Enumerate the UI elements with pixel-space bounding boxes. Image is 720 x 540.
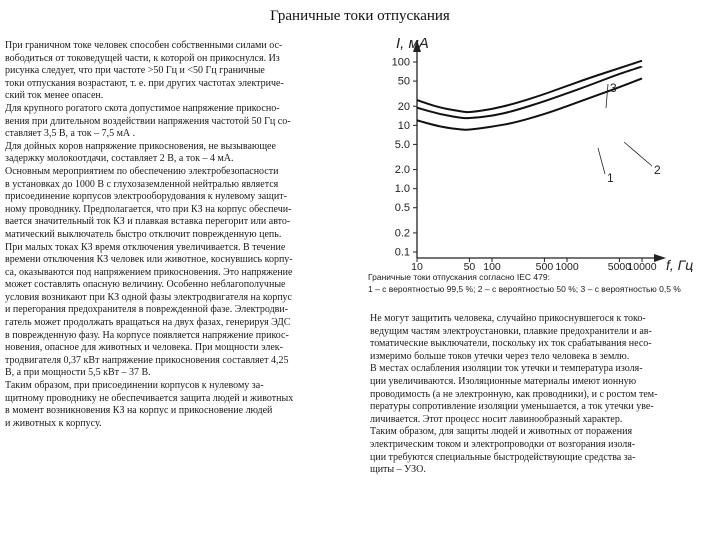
paragraph-line: присоединение корпусов электрооборудования к нулевому защит-	[5, 191, 287, 203]
right-text-column	[370, 313, 715, 477]
paragraph-line: в поврежденную фазу. На корпусе появляется напряжение прикос-	[5, 329, 289, 341]
paragraph-line: задержку молокоотдачи, составляет 2 В, а ток – 4 мА.	[5, 153, 234, 165]
paragraph-line: са, оказываются под напряжением прикосновения. Это напряжение	[5, 266, 293, 278]
paragraph-line: может составлять опасную величину. Особенно неблагополучные	[5, 279, 286, 291]
paragraph-line: вения при длительном воздействии напряжения частотой 50 Гц со-	[5, 115, 291, 127]
paragraph-line: Не могут защитить человека, случайно прикоснувшегося к токо-	[370, 313, 646, 324]
paragraph-line: щиты – УЗО.	[370, 464, 426, 476]
paragraph-line: вается значительный ток КЗ и плавкая вставка перегорит или авто-	[5, 216, 291, 228]
y-tick-label: 1.0	[394, 183, 410, 196]
y-tick-label: 10	[397, 119, 410, 132]
paragraph-line: При малых токах КЗ время отключения увеличивается. В течение	[5, 241, 286, 253]
paragraph-line: При граничном токе человек способен собственными силами ос-	[5, 40, 283, 51]
figure-caption	[368, 272, 718, 295]
paragraph-line: томатические выключатели, поскольку их ток срабатывания несо-	[370, 338, 652, 350]
y-tick-label: 2.0	[394, 164, 410, 177]
paragraph-line: рисунка следует, что при частоте >50 Гц и <50 Гц граничные	[5, 65, 265, 77]
series-2-leader	[624, 142, 652, 166]
paragraph-line: измеримо больше токов утечки через тело человека в землю.	[370, 350, 630, 362]
paragraph-line: токи отпускания возрастают, т. е. при других частотах электриче-	[5, 77, 284, 89]
y-tick-label: 20	[397, 100, 410, 113]
series-1-label: 1	[607, 171, 614, 185]
paragraph-line: и животных к корпусу.	[5, 417, 102, 429]
y-tick-label: 0.2	[394, 227, 410, 240]
x-tick-label: 10000	[627, 261, 657, 272]
paragraph-line: Таким образом, для защиты людей и животных от поражения	[370, 426, 633, 438]
paragraph-line: в момент возникновения КЗ на корпус и прикосновение людей	[5, 405, 273, 417]
left-text-column	[5, 40, 357, 430]
chart-svg	[360, 30, 720, 272]
y-tick-label: 0.5	[394, 202, 410, 215]
paragraph-line: В, а при мощности 5,5 кВт – 37 В.	[5, 367, 151, 379]
paragraph-line: Основным мероприятием по обеспечению электробезопасности	[5, 165, 279, 177]
y-tick-label: 5.0	[394, 138, 410, 151]
paragraph-line: ному проводнику. Предполагается, что при КЗ на корпус обеспечи-	[5, 203, 292, 215]
paragraph-line: В местах ослабления изоляции ток утечки и температура изоля-	[370, 363, 643, 375]
series-3-leader	[606, 84, 608, 108]
chart	[360, 30, 720, 272]
y-axis-label: I, мА	[396, 35, 429, 52]
x-tick-label: 500	[535, 261, 554, 272]
x-tick-label: 50	[463, 261, 476, 272]
page-title: Граничные токи отпускания	[270, 8, 450, 24]
paragraph-line: ский ток менее опасен.	[5, 90, 104, 102]
paragraph-line: ведущим частям электроустановки, плавкие предохранители и ав-	[370, 325, 652, 337]
x-tick-label: 10	[411, 261, 423, 272]
paragraph-line: новения, опасное для животных и человека. При мощности элек-	[5, 342, 283, 354]
series-1-leader	[598, 148, 605, 174]
paragraph-line: ции увеличиваются. Изоляционные материалы имеют ионную	[370, 375, 637, 387]
series-3-line	[417, 61, 642, 112]
paragraph-line: личивается. Этот процесс носит лавинообразный характер.	[370, 413, 623, 425]
paragraph-line: условия возникают при КЗ одной фазы электродвигателя на корпус	[5, 291, 292, 303]
caption-line: 1 – с вероятностью 99,5 %; 2 – с вероятностью 50 %; 3 – с вероятностью 0,5 %	[368, 283, 681, 294]
paragraph-line: Для крупного рогатого скота допустимое напряжение прикосно-	[5, 102, 280, 114]
paragraph-line: вободиться от токоведущей части, к которой он прикоснулся. Из	[5, 52, 280, 64]
paragraph-line: и перегорания предохранителя в поврежденной фазе. Электродви-	[5, 304, 289, 316]
paragraph-line: Для дойных коров напряжение прикосновения, не вызывающее	[5, 140, 276, 152]
paragraph-line: щитному проводнику не обеспечивается защита людей и животных	[5, 392, 294, 404]
x-tick-label: 100	[483, 261, 501, 272]
y-tick-label: 0.1	[394, 246, 410, 259]
x-tick-label: 5000	[607, 261, 632, 272]
paragraph-line: пературы сопротивление изоляции уменьшается, а ток утечки уве-	[370, 401, 654, 413]
y-tick-label: 50	[397, 75, 410, 88]
paragraph-line: тродвигателя 0,37 кВт напряжение прикосновения составляет 4,25	[5, 354, 289, 366]
paragraph-line: матический выключатель быстро отключит поврежденную цепь.	[5, 228, 282, 240]
paragraph-line: электрическим током и электропроводки от возгорания изоля-	[370, 438, 636, 450]
series-1-line	[417, 78, 642, 129]
x-tick-label: 1000	[555, 261, 579, 272]
paragraph-line: в установках до 1000 В с глухозаземленной нейтралью является	[5, 178, 279, 190]
caption-line: Граничные токи отпускания согласно IEC 479:	[368, 272, 550, 282]
series-3-label: 3	[610, 81, 617, 95]
x-axis-label: f, Гц	[666, 257, 694, 272]
paragraph-line: гатель может продолжать вращаться на двух фазах, генерируя ЭДС	[5, 317, 291, 329]
paragraph-line: ции требуются специальные быстродействующие средства за-	[370, 451, 636, 463]
y-tick-label: 100	[391, 56, 410, 69]
paragraph-line: времени отключения КЗ человек или животное, коснувшись корпу-	[5, 254, 293, 266]
paragraph-line: ставляет 3,5 В, а ток – 7,5 мА .	[5, 128, 136, 140]
paragraph-line: Таким образом, при присоединении корпусов к нулевому за-	[5, 380, 264, 392]
series-2-label: 2	[654, 163, 661, 177]
paragraph-line: проводимость (а не электронную, как проводники), и с ростом тем-	[370, 388, 658, 400]
